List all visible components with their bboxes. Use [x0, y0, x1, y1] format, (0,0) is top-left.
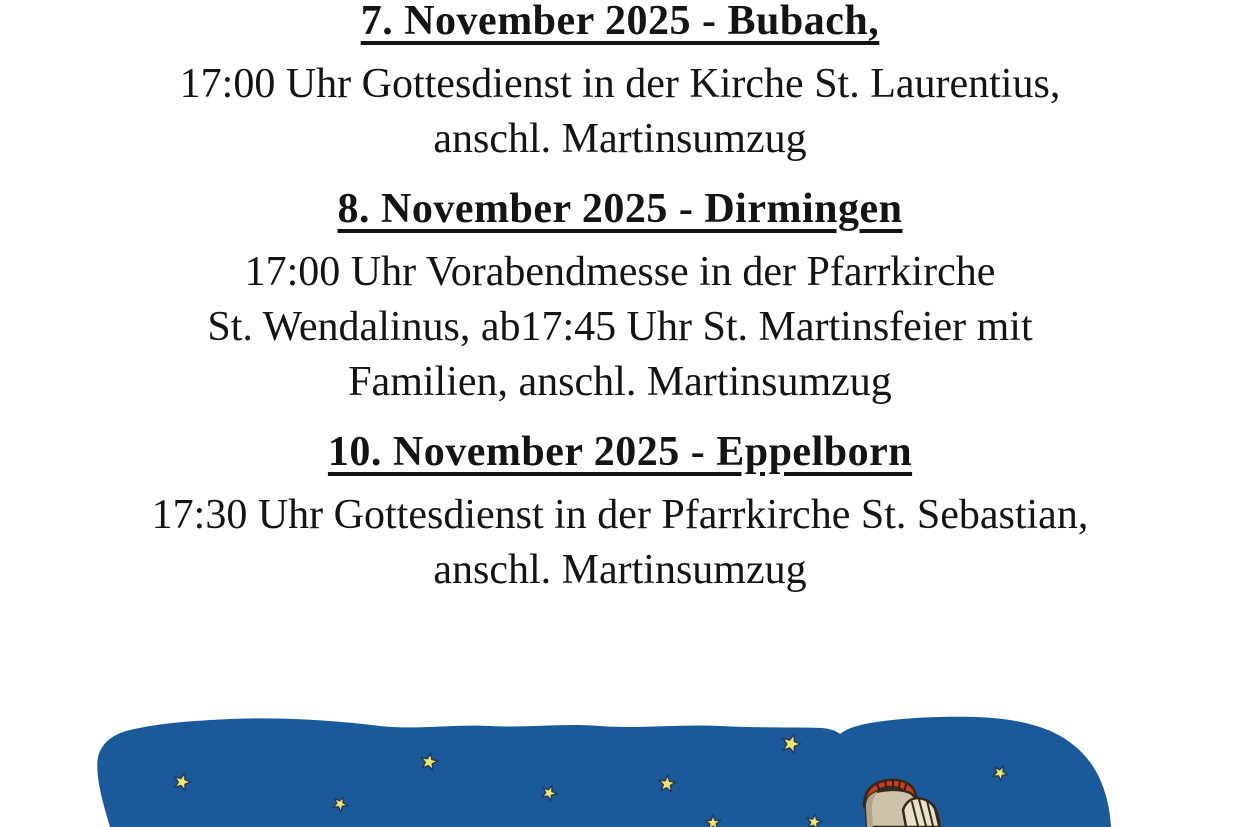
event-heading-text: 8. November 2025 - Dirmingen — [337, 186, 903, 232]
plume-stripes — [877, 780, 906, 797]
star-icon — [542, 786, 557, 801]
event-text-line: Familien, anschl. Martinsumzug — [348, 359, 892, 405]
visor-slats — [912, 800, 939, 827]
star-icon — [807, 814, 822, 827]
event-heading-bubach — [0, 0, 1240, 49]
star-icon — [993, 766, 1008, 781]
stars-group — [175, 734, 1008, 827]
event-text-line: 17:00 Uhr Vorabendmesse in der Pfarrkirche — [244, 249, 996, 295]
event-text-line: St. Wendalinus, ab17:45 Uhr St. Martinsfeier mit — [207, 304, 1033, 350]
event-text-line: anschl. Martinsumzug — [433, 116, 807, 162]
event-heading-dirmingen — [0, 182, 1240, 237]
helmet-dome — [866, 790, 918, 827]
star-icon — [421, 753, 438, 770]
event-details-bubach — [0, 57, 1240, 167]
event-text-line: 17:30 Uhr Gottesdienst in der Pfarrkirche St. Sebastian, — [151, 492, 1089, 538]
event-heading-eppelborn — [0, 425, 1240, 480]
event-details-dirmingen — [0, 245, 1240, 410]
event-details-eppelborn — [0, 488, 1240, 598]
event-text-line: anschl. Martinsumzug — [433, 547, 807, 593]
st-martin-knight-helmet — [864, 780, 940, 827]
star-icon — [333, 797, 348, 812]
star-icon — [175, 773, 191, 790]
night-sky-blob — [97, 717, 1111, 827]
helmet-dome-shade — [866, 792, 878, 827]
event-heading-text: 7. November 2025 - Bubach, — [360, 0, 880, 44]
star-icon — [659, 775, 676, 792]
star-icon — [705, 815, 720, 827]
helmet-plume — [864, 780, 917, 806]
event-text-line: 17:00 Uhr Gottesdienst in der Kirche St. Laurentius, — [179, 61, 1061, 107]
star-icon — [783, 734, 801, 753]
helmet-visor — [903, 798, 940, 827]
event-heading-text: 10. November 2025 - Eppelborn — [327, 429, 913, 475]
